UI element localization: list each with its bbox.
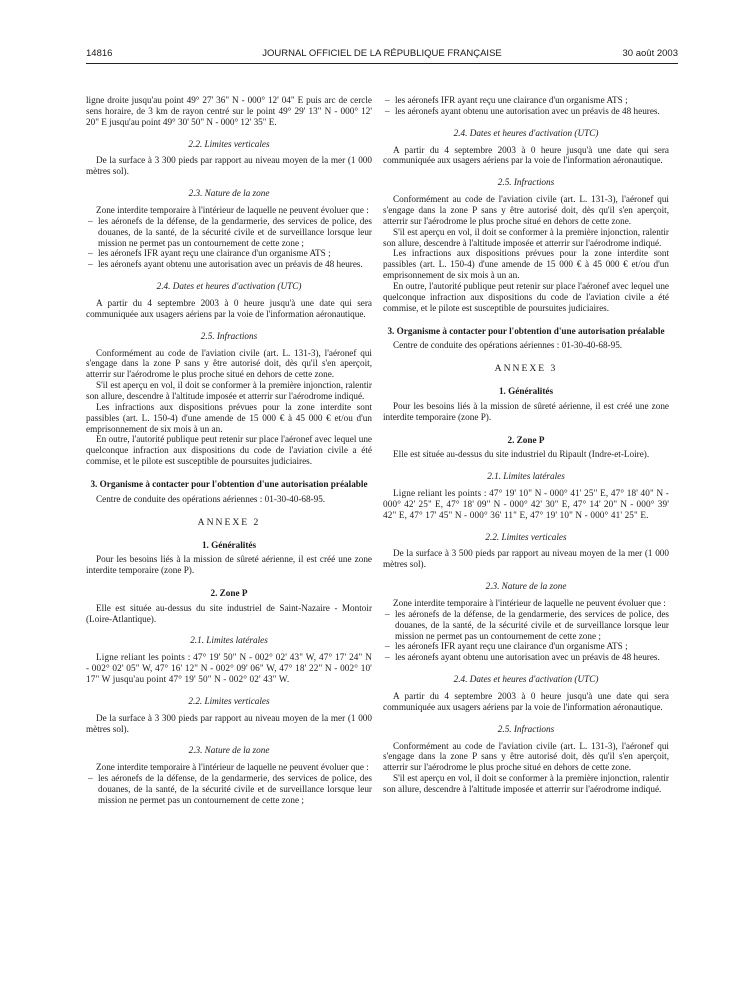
subheading: 2.2. Limites verticales [188, 695, 270, 706]
paragraph: ligne droite jusqu'au point 49° 27' 36" N - 000° 12' 04" E puis arc de cercle sens horaire, de 3 km de rayon centré sur le point 49° 29' 13" N - 000° 12' 20" E jusqu'au point 49° 30' 50" N - 000° 12' 35" E. [86, 95, 372, 127]
right-column [383, 95, 669, 795]
bullet-list [383, 95, 669, 117]
bullet-list [86, 216, 372, 270]
subheading: 2.4. Dates et heures d'activation (UTC) [156, 281, 302, 292]
section-heading: 1. Généralités [201, 539, 257, 550]
list-item: – les aéronefs IFR ayant reçu une clairance d'un organisme ATS ; [383, 641, 669, 652]
paragraph: A partir du 4 septembre 2003 à 0 heure jusqu'à une date qui sera communiquée aux usagers aériens par la voie de l'information aéronautique. [383, 690, 669, 712]
coordinates-paragraph: Ligne reliant les points : 47° 19' 10" N - 000° 41' 25" E, 47° 18' 40" N - 000° 42' 25" E, 47° 18' 09" N - 000° 42' 30" E, 47° 14' 20" N - 000° 39' 42" E, 47° 17' 45" N - 000° 36' 11" E, 47° 19' 10" N - 000° 41' 25" E. [383, 487, 669, 520]
list-item: – les aéronefs de la défense, de la gendarmerie, des services de police, des douanes, de la santé, de la sécurité civile et de surveillance lorsque leur mission ne permet pas un contournement de cette zone ; [383, 609, 669, 642]
list-item: – les aéronefs de la défense, de la gendarmerie, des services de police, des douanes, de la santé, de la sécurité civile et de surveillance lorsque leur mission ne permet pas un contournement de cette zone ; [86, 773, 372, 806]
page-number: 14816 [86, 48, 113, 59]
subheading: 2.5. Infractions [497, 177, 555, 188]
paragraph: Zone interdite temporaire à l'intérieur de laquelle ne peuvent évoluer que : [96, 762, 369, 773]
section-heading: 2. Zone P [210, 588, 248, 599]
list-item: – les aéronefs IFR ayant reçu une clairance d'un organisme ATS ; [383, 95, 669, 106]
page-header [86, 48, 678, 62]
annexe-heading: ANNEXE 2 [197, 516, 261, 528]
paragraph: Conformément au code de l'aviation civile (art. L. 131-3), l'aéronef qui s'engage dans la zone P sans y être autorisé doit, dès qu'il s'en aperçoit, atterrir sur l'aérodrome le plus proche situé en dehors de cette zone. [383, 740, 669, 773]
paragraph: Centre de conduite des opérations aériennes : 01-30-40-68-95. [393, 340, 623, 351]
list-item: – les aéronefs IFR ayant reçu une clairance d'un organisme ATS ; [86, 248, 372, 259]
subheading: 2.2. Limites verticales [188, 138, 270, 149]
paragraph: Centre de conduite des opérations aériennes : 01-30-40-68-95. [96, 493, 326, 504]
paragraph: A partir du 4 septembre 2003 à 0 heure jusqu'à une date qui sera communiquée aux usagers aériens par la voie de l'information aéronautique. [86, 298, 372, 319]
paragraph: Conformément au code de l'aviation civile (art. L. 131-3), l'aéronef qui s'engage dans la zone P sans y être autorisé doit, dès qu'il s'en aperçoit, atterrir sur l'aérodrome le plus proche situé en dehors de cette zone. [383, 194, 669, 226]
list-item: – les aéronefs de la défense, de la gendarmerie, des services de police, des douanes, de la santé, de la sécurité civile et de surveillance lorsque leur mission ne permet pas un contournement de cette zone ; [86, 216, 372, 249]
paragraph: S'il est aperçu en vol, il doit se conformer à la première injonction, ralentir son allure, descendre à l'altitude imposée et atterrir sur l'aérodrome indiqué. [383, 226, 669, 248]
paragraph: En outre, l'autorité publique peut retenir sur place l'aéronef avec lequel une quelconque infraction aux dispositions du code de l'aviation civile a été commise, et le pilote est susceptible de poursuites judiciaires. [383, 281, 669, 313]
paragraph: Elle est située au-dessus du site industriel de Saint-Nazaire - Montoir (Loire-Atlantique). [86, 602, 372, 624]
paragraph: De la surface à 3 300 pieds par rapport au niveau moyen de la mer (1 000 mètres sol). [86, 155, 372, 177]
list-item: – les aéronefs ayant obtenu une autorisation avec un préavis de 48 heures. [86, 259, 372, 270]
header-rule [86, 63, 678, 64]
subheading: 2.1. Limites latérales [190, 635, 268, 646]
section-heading: 1. Généralités [498, 386, 554, 397]
paragraph: A partir du 4 septembre 2003 à 0 heure jusqu'à une date qui sera communiquée aux usagers aériens par la voie de l'information aéronautique. [383, 144, 669, 166]
journal-title: JOURNAL OFFICIEL DE LA RÉPUBLIQUE FRANÇAISE [262, 48, 502, 59]
paragraph: De la surface à 3 500 pieds par rapport au niveau moyen de la mer (1 000 mètres sol). [383, 548, 669, 570]
paragraph: Zone interdite temporaire à l'intérieur de laquelle ne peuvent évoluer que : [393, 597, 666, 608]
publication-date: 30 août 2003 [622, 48, 678, 59]
paragraph: Les infractions aux dispositions prévues pour la zone interdite sont passibles (art. L. 150-4) d'une amende de 15 000 € à 45 000 € et/ou d'un emprisonnement de six mois à un an. [383, 248, 669, 281]
paragraph: Zone interdite temporaire à l'intérieur de laquelle ne peuvent évoluer que : [96, 205, 369, 216]
paragraph: S'il est aperçu en vol, il doit se conformer à la première injonction, ralentir son allure, descendre à l'altitude imposée et atterrir sur l'aérodrome indiqué. [383, 773, 669, 794]
list-item: – les aéronefs ayant obtenu une autorisation avec un préavis de 48 heures. [383, 106, 669, 117]
paragraph: Pour les besoins liés à la mission de sûreté aérienne, il est créé une zone interdite temporaire (zone P). [86, 554, 372, 576]
list-item: – les aéronefs ayant obtenu une autorisation avec un préavis de 48 heures. [383, 652, 669, 663]
paragraph: Les infractions aux dispositions prévues pour la zone interdite sont passibles (art. L. 150-4) d'une amende de 15 000 € à 45 000 € et/ou d'un emprisonnement de six mois à un an. [86, 401, 372, 434]
subheading: 2.5. Infractions [497, 723, 555, 734]
section-heading: 3. Organisme à contacter pour l'obtention d'une autorisation préalable [90, 479, 368, 490]
section-heading: 2. Zone P [507, 434, 545, 445]
subheading: 2.2. Limites verticales [485, 531, 567, 542]
subheading: 2.4. Dates et heures d'activation (UTC) [453, 127, 599, 138]
paragraph: En outre, l'autorité publique peut retenir sur place l'aéronef avec lequel une quelconque infraction aux dispositions du code de l'aviation civile a été commise, et le pilote est susceptible de poursuites judiciaires. [86, 434, 372, 467]
paragraph: Pour les besoins liés à la mission de sûreté aérienne, il est créé une zone interdite temporaire (zone P). [383, 400, 669, 422]
annexe-heading: ANNEXE 3 [494, 363, 558, 375]
subheading: 2.1. Limites latérales [487, 471, 565, 482]
subheading: 2.3. Nature de la zone [188, 745, 270, 756]
bullet-list [86, 773, 372, 806]
subheading: 2.4. Dates et heures d'activation (UTC) [453, 674, 599, 685]
coordinates-paragraph: Ligne reliant les points : 47° 19' 50" N - 002° 02' 43" W, 47° 17' 24" N - 002° 02' 05" W, 47° 16' 12" N - 002° 09' 06" W, 47° 18' 22" N - 002° 10' 17" W jusqu'au point 47° 19' 50" N - 002° 02' 43" W. [86, 652, 372, 684]
section-heading: 3. Organisme à contacter pour l'obtention d'une autorisation préalable [387, 325, 665, 336]
paragraph: Conformément au code de l'aviation civile (art. L. 131-3), l'aéronef qui s'engage dans la zone P sans y être autorisé doit, dès qu'il s'en aperçoit, atterrir sur l'aérodrome le plus proche situé en dehors de cette zone. [86, 347, 372, 380]
paragraph: Elle est située au-dessus du site industriel du Ripault (Indre-et-Loire). [393, 449, 650, 460]
paragraph: S'il est aperçu en vol, il doit se conformer à la première injonction, ralentir son allure, descendre à l'altitude imposée et atterrir sur l'aérodrome indiqué. [86, 380, 372, 402]
subheading: 2.3. Nature de la zone [485, 581, 567, 592]
subheading: 2.3. Nature de la zone [188, 188, 270, 199]
left-column [86, 95, 372, 806]
paragraph: De la surface à 3 300 pieds par rapport au niveau moyen de la mer (1 000 mètres sol). [86, 712, 372, 734]
subheading: 2.5. Infractions [200, 330, 258, 341]
bullet-list [383, 609, 669, 663]
